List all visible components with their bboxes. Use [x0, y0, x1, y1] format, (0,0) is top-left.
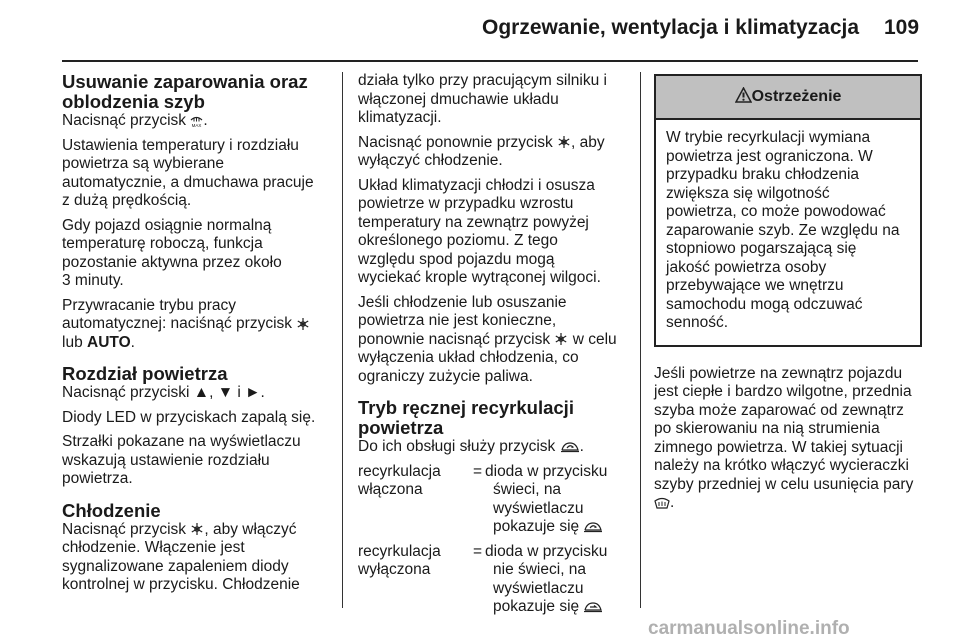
section-title-defrost: Usuwanie zaparowania oraz oblodzenia szyb	[62, 71, 308, 112]
recirculation-on-icon	[583, 521, 603, 533]
windscreen-wiper-icon	[654, 496, 670, 510]
defrost-paragraph-2: Ustawienia temperatury i rozdziału powietrza są wybierane automatycznie, a dmuchawa pracuje z dużą prędkością.	[62, 136, 314, 209]
ac-snowflake-icon	[557, 135, 571, 149]
air-distribution-leds: Diody LED w przyciskach zapalą się.	[62, 408, 316, 426]
section-title-air-distribution: Rozdział powietrza	[62, 363, 228, 384]
table-term: recyrkulacja wyłączona	[358, 542, 441, 578]
watermark: carmanualsonline.info	[648, 618, 850, 639]
svg-text:MAX: MAX	[191, 122, 202, 128]
cooling-continued: działa tylko przy pracującym silniku i włączonej dmuchawie układu klimatyzacji.	[358, 72, 607, 126]
ac-function-paragraph: Układ klimatyzacji chłodzi i osusza powietrze w przypadku wzrostu temperatury na zewnątrz powyżej określonego poziomu. Z tego względu spod pojazdu mogą wyciekać krople wytrąconej wilgoci.	[358, 176, 601, 286]
column-3	[654, 72, 922, 519]
warning-triangle-icon	[735, 87, 752, 103]
ac-snowflake-icon	[190, 522, 204, 536]
recirculation-table	[358, 463, 633, 617]
ac-snowflake-icon	[296, 317, 310, 331]
ac-off-paragraph: Jeśli chłodzenie lub osuszanie powietrza nie jest konieczne, ponownie nacisnąć przycisk w celu wyłączenia układ chłodzenia, co ograniczy zużycie paliwa.	[358, 293, 617, 385]
table-term: recyrkulacja włączona	[358, 462, 441, 498]
warning-body: W trybie recyrkulacji wymiana powietrza jest ograniczona. W przypadku braku chłodzenia zwiększa się wilgotność powietrza, co może powodować zaparowanie szyb. Ze względu na stopniowo pogarszającą się jakość powietrza osoby przebywające we wnętrzu samochodu mogą odczuwać senność.	[666, 129, 900, 331]
air-distribution-arrows: Strzałki pokazane na wyświetlaczu wskazują ustawienie rozdziału powietrza.	[62, 433, 301, 487]
air-distribution-instruction: Nacisnąć przyciski ▲, ▼ i ►.	[62, 384, 265, 401]
column-divider-2	[640, 72, 641, 608]
cooling-paragraph: Nacisnąć przycisk , aby włączyć chłodzenie. Włączenie jest sygnalizowane zapaleniem diody kontrolnej w przycisku. Chłodzenie	[62, 520, 300, 593]
page-number: 109	[884, 16, 920, 39]
section-title-cooling: Chłodzenie	[62, 499, 161, 521]
recirculation-off-icon	[583, 601, 603, 613]
table-definition: dioda w przycisku świeci, na wyświetlaczu pokazuje się	[485, 462, 608, 535]
warning-header	[656, 76, 920, 120]
cooling-off-instruction: Nacisnąć ponownie przycisk , aby wyłączyć chłodzenie.	[358, 133, 605, 169]
recirculation-instruction: Do ich obsługi służy przycisk .	[358, 438, 584, 455]
recirculation-icon	[560, 441, 580, 453]
column-1	[62, 72, 334, 601]
header-rule	[62, 60, 918, 62]
header-title: Ogrzewanie, wentylacja i klimatyzacja	[482, 16, 860, 39]
defrost-paragraph-3: Gdy pojazd osiągnie normalną temperaturę roboczą, funkcja pozostanie aktywna przez około 3 minuty.	[62, 216, 282, 289]
section-title-recirculation: Tryb ręcznej recyrkulacji powietrza	[358, 397, 574, 438]
warning-box	[654, 74, 922, 347]
ac-snowflake-icon	[554, 332, 568, 346]
column-divider-1	[342, 72, 343, 608]
table-equals: =	[473, 462, 483, 480]
column-2	[358, 72, 633, 617]
max-defrost-icon	[190, 114, 203, 128]
defrost-instruction: Nacisnąć przycisk MAX .	[62, 112, 208, 129]
warning-title: Ostrzeżenie	[751, 88, 842, 105]
fogging-paragraph: Jeśli powietrze na zewnątrz pojazdu jest ciepłe i bardzo wilgotne, przednia szyba może zaparować od zewnątrz po skierowaniu na nią strumienia zimnego powietrza. W takiej sytuacji należy na krótko włączyć wycieraczki szyby przedniej w celu usunięcia pary .	[654, 364, 914, 511]
table-definition: dioda w przycisku nie świeci, na wyświetlaczu pokazuje się	[485, 542, 608, 615]
table-equals: =	[473, 542, 483, 560]
defrost-paragraph-4: Przywracanie trybu pracy automatycznej: naciśnąć przycisk lub AUTO.	[62, 297, 334, 353]
